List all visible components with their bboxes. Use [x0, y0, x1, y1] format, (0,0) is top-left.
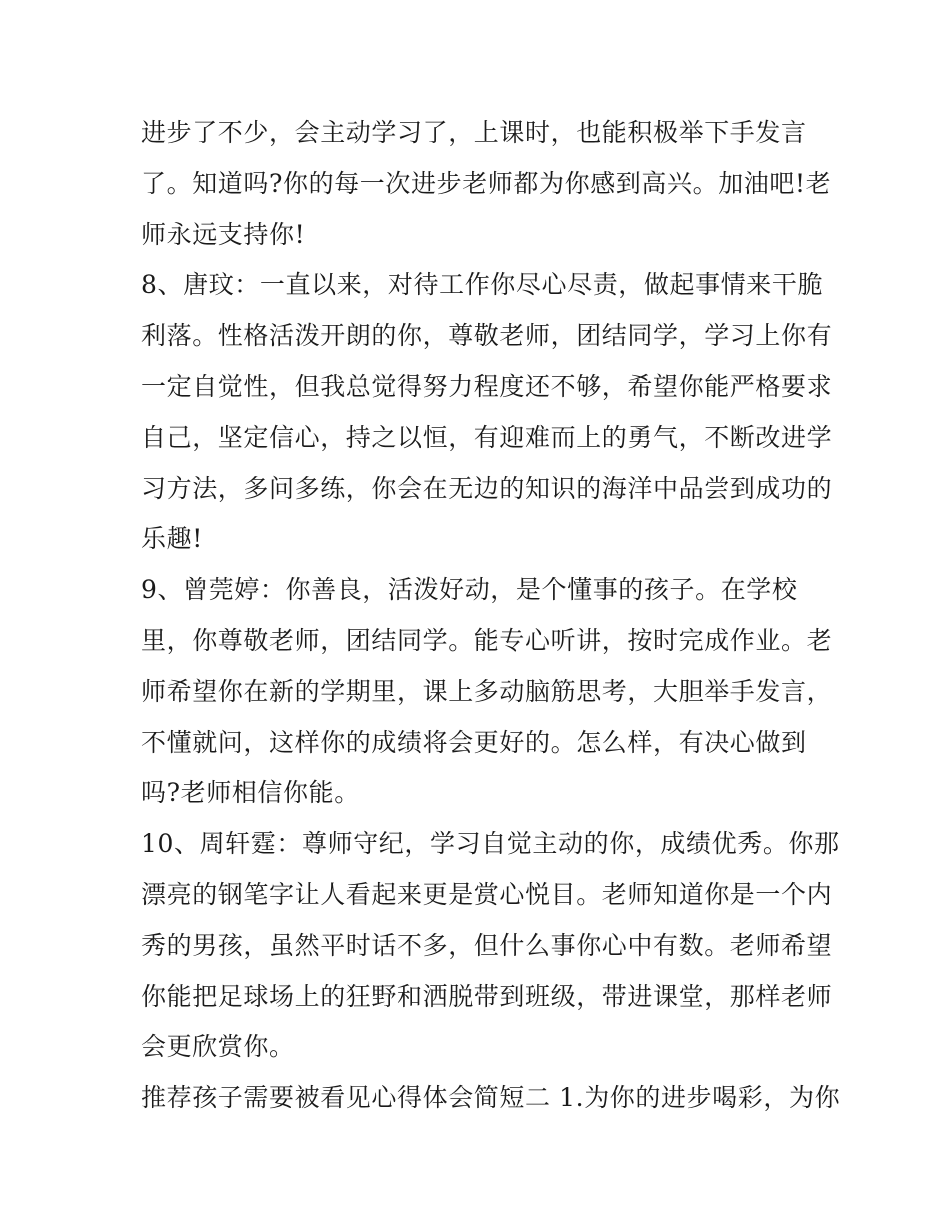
comment-item-10-line: 10、周轩霆：尊师守纪，学习自觉主动的你，成绩优秀。你那 — [141, 829, 840, 859]
comment-item-8-line: 8、唐玟：一直以来，对待工作你尽心尽责，做起事情来干脆 — [141, 270, 824, 300]
text-line: 里，你尊敬老师，团结同学。能专心听讲，按时完成作业。老 — [141, 625, 833, 655]
text-line: 你能把足球场上的狂野和洒脱带到班级，带进课堂，那样老师 — [141, 981, 833, 1011]
text-line: 师永远支持你! — [141, 219, 306, 249]
document-body — [141, 108, 841, 1124]
text-line: 一定自觉性，但我总觉得努力程度还不够，希望你能严格要求 — [141, 371, 833, 401]
text-line: 乐趣! — [141, 524, 203, 554]
text-line: 了。知道吗?你的每一次进步老师都为你感到高兴。加油吧!老 — [141, 168, 832, 198]
text-line: 漂亮的钢笔字让人看起来更是赏心悦目。老师知道你是一个内 — [141, 879, 833, 909]
text-line: 自己，坚定信心，持之以恒，有迎难而上的勇气，不断改进学 — [141, 422, 833, 452]
text-line: 吗?老师相信你能。 — [141, 778, 360, 808]
text-line: 会更欣赏你。 — [141, 1032, 295, 1062]
section-heading-line: 推荐孩子需要被看见心得体会简短二 1.为你的进步喝彩，为你 — [141, 1083, 841, 1113]
text-line: 不懂就问，这样你的成绩将会更好的。怎么样，有决心做到 — [141, 727, 807, 757]
text-line: 进步了不少，会主动学习了，上课时，也能积极举下手发言 — [141, 118, 807, 147]
text-line: 秀的男孩，虽然平时话不多，但什么事你心中有数。老师希望 — [141, 930, 833, 960]
text-line: 习方法，多问多练，你会在无边的知识的海洋中品尝到成功的 — [141, 473, 833, 503]
text-line: 利落。性格活泼开朗的你，尊敬老师，团结同学，学习上你有 — [141, 321, 833, 351]
text-line: 师希望你在新的学期里，课上多动脑筋思考，大胆举手发言， — [141, 676, 833, 706]
comment-item-9-line: 9、曾莞婷：你善良，活泼好动，是个懂事的孩子。在学校 — [141, 575, 798, 605]
